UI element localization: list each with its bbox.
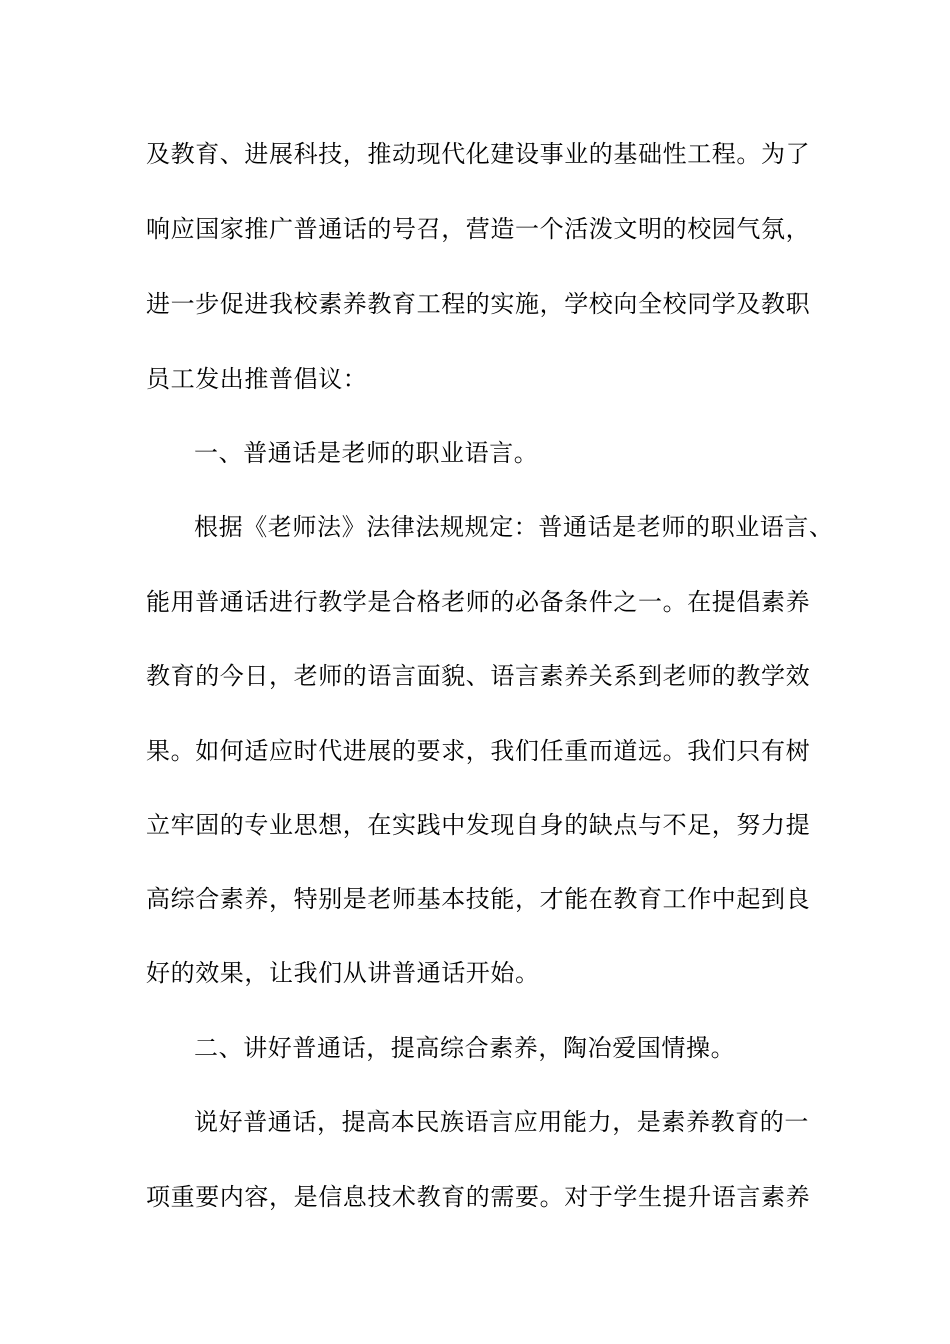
- text-line: 说好普通话，提高本民族语言应用能力，是素养教育的一: [194, 1108, 809, 1136]
- text-line: 好的效果，让我们从讲普通话开始。: [146, 959, 540, 987]
- text-line: 及教育、进展科技，推动现代化建设事业的基础性工程。为了: [146, 140, 811, 168]
- text-line: 教育的今日，老师的语言面貌、语言素养关系到老师的教学效: [146, 662, 811, 690]
- text-line: 高综合素养，特别是老师基本技能，才能在教育工作中起到良: [146, 885, 811, 913]
- text-line: 根据《老师法》法律法规规定：普通话是老师的职业语言、: [194, 513, 834, 541]
- text-line: 能用普通话进行教学是合格老师的必备条件之一。在提倡素养: [146, 588, 811, 616]
- text-line: 员工发出推普倡议：: [146, 365, 368, 393]
- text-line: 项重要内容，是信息技术教育的需要。对于学生提升语言素养: [146, 1183, 811, 1211]
- section-heading-2: 二、讲好普通话，提高综合素养，陶冶爱国情操。: [194, 1034, 736, 1062]
- text-line: 进一步促进我校素养教育工程的实施，学校向全校同学及教职: [146, 290, 811, 318]
- text-line: 响应国家推广普通话的号召，营造一个活泼文明的校园气氛，: [146, 215, 811, 243]
- text-line: 果。如何适应时代进展的要求，我们任重而道远。我们只有树: [146, 737, 811, 765]
- section-heading-1: 一、普通话是老师的职业语言。: [194, 439, 539, 467]
- text-line: 立牢固的专业思想，在实践中发现自身的缺点与不足，努力提: [146, 811, 811, 839]
